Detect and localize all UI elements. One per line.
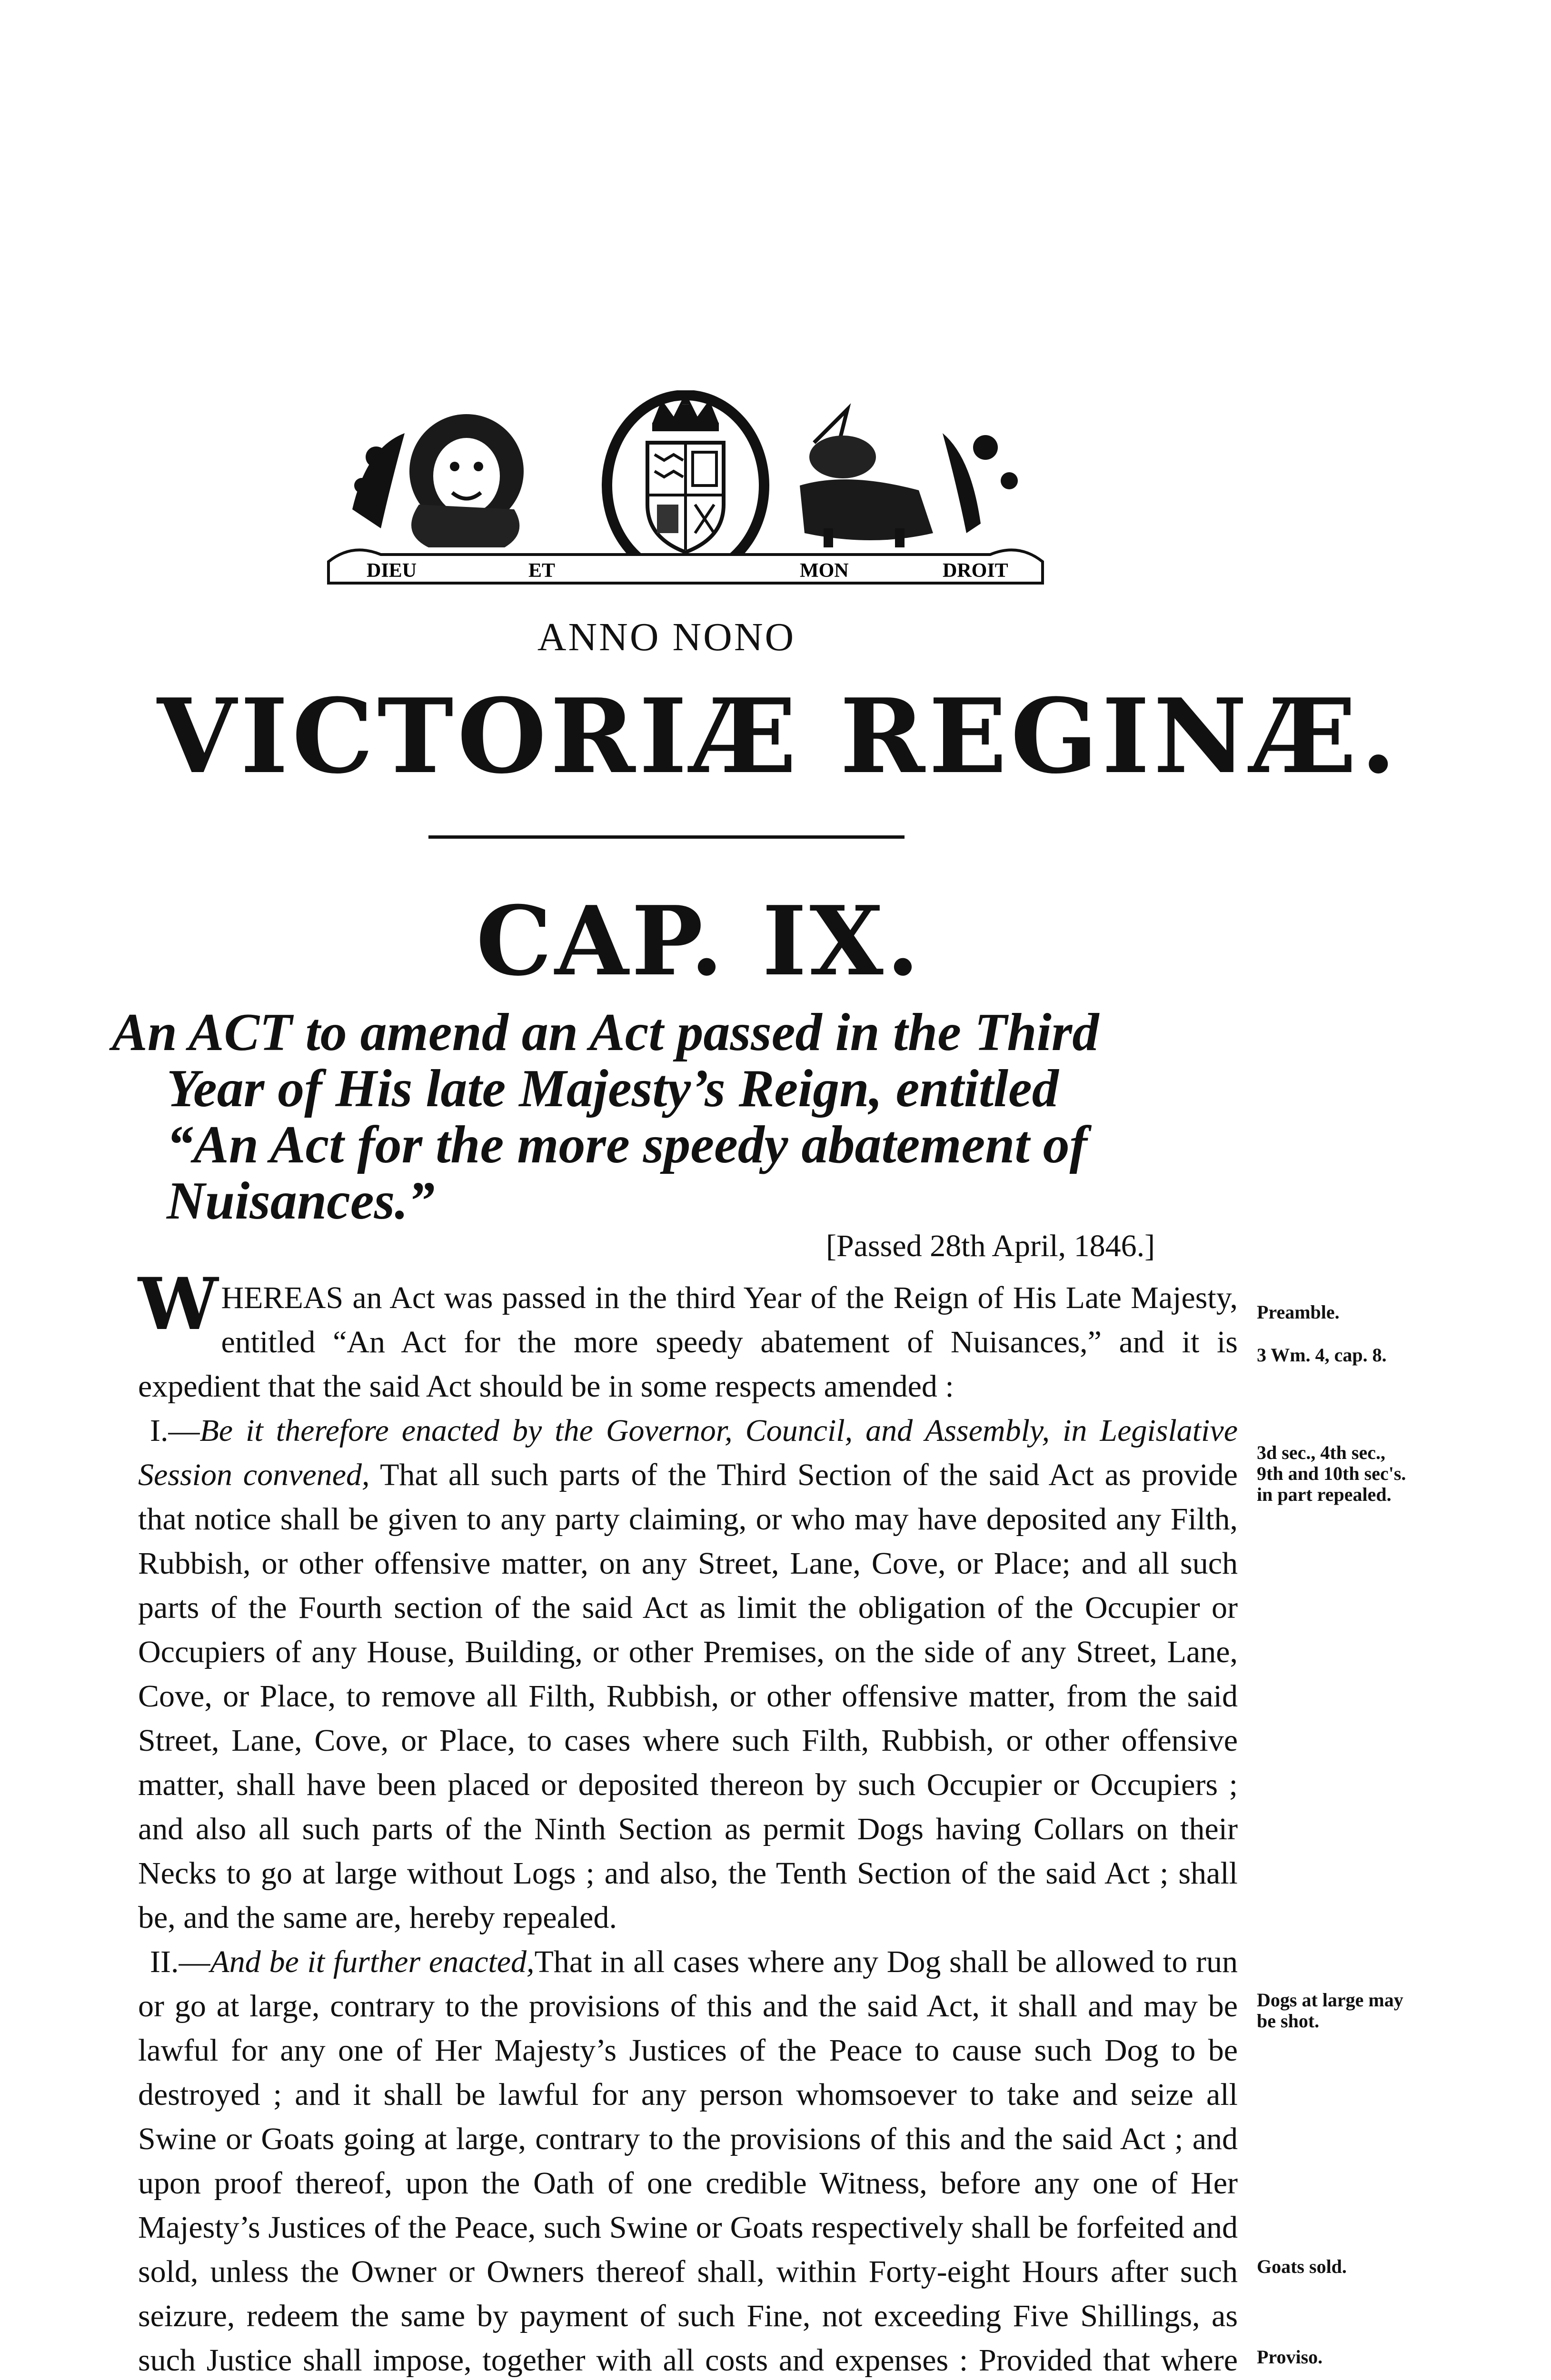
foliage-left [352, 433, 405, 528]
section-1 [138, 1408, 1238, 1940]
motto-mid: ET [528, 560, 556, 582]
section-1-number: I.— [150, 1413, 200, 1448]
chapter-number: CAP. IX. [476, 885, 923, 997]
section-2-text: That in all cases where any Dog shall be allowed to run or go at large, contrary to the provisions of this and the said Act, it shall and may be lawful for any one of Her Majesty’s Justices of the Peace to cause such Dog to be destroyed ; and it shall be lawful for any person whomsoever to take and seize all Swine or Goats going at large, contrary to the provisions of this and the said Act ; and upon proof thereof, upon the Oath of one credible Witness, before any one of Her Majesty’s Justices of the Peace, such Swine or Goats respectively shall be forfeited and sold, unless the Owner or Owners thereof shall, within Forty-eight Hours after such seizure, redeem the same by payment of such Fine, not exceeding Five Shillings, as such Justice shall impose, together with all costs and expenses : Provided that where [138, 1944, 1238, 2378]
section-1-text: That all such parts of the Third Section of the said Act as provide that notice shall be given to any party claiming, or who may have deposited any Filth, Rubbish, or other offensive matter, on any Street, Lane, Cove, or Place; and all such parts of the Fourth section of the said Act as limit the obligation of the Occupier or Occupiers of any House, Building, or other Premises, on the side of any Street, Lane, Cove, or Place, to remove all Filth, Rubbish, or other offensive matter, from the said Street, Lane, Cove, or Place, to cases where such Filth, Rubbish, or other offensive matter, shall have been placed or deposited thereon by such Occupier or Occupiers ; and also all such parts of the Ninth Section as permit Dogs having Collars on their Necks to go at large without Logs ; and also, the Tenth Section of the said Act ; shall be, and the same are, hereby repealed. [138, 1458, 1238, 1935]
motto-right: DROIT [943, 560, 1008, 582]
section-1-enacting-clause: Be it therefore enacted by the Governor, Council, and Assembly, in Legislative Session convened, [138, 1413, 1238, 1492]
margin-note-proviso: Proviso. [1257, 2346, 1323, 2368]
margin-note-repeal: 9th and 10th sec's. [1257, 1463, 1406, 1484]
margin-note-repeal: in part repealed. [1257, 1484, 1392, 1505]
title-divider [428, 835, 905, 839]
act-title [112, 1004, 1269, 1229]
margin-note-dogs: be shot. [1257, 2010, 1320, 2032]
margin-note-dogs: Dogs at large may [1257, 1989, 1403, 2011]
act-title-line: An ACT to amend an Act passed in the Third [112, 1003, 1099, 1062]
royal-coat-of-arms [324, 390, 1047, 590]
act-body [138, 1262, 1238, 2380]
act-title-line: Year of His late Majesty’s Reign, entitled [167, 1059, 1059, 1118]
margin-note-goats-sold: Goats sold. [1257, 2256, 1347, 2277]
preamble-text: HEREAS an Act was passed in the third Year of the Reign of His Late Majesty, entitled “An Act for the more speedy abatement of Nuisances,” and it is expedient that the said Act should be in some respects amended : [138, 1280, 1238, 1404]
margin-note-preamble: Preamble. [1257, 1301, 1340, 1323]
margin-note-act-reference: 3 Wm. 4, cap. 8. [1257, 1344, 1387, 1366]
section-2-enacting-clause: And be it further enacted, [210, 1944, 535, 1979]
act-title-line: “An Act for the more speedy abatement of [167, 1115, 1087, 1174]
regnal-title: VICTORIÆ REGINÆ. [157, 676, 1400, 796]
unicorn-supporter [800, 409, 933, 547]
act-title-line: Nuisances.” [167, 1171, 435, 1230]
motto-mid2: MON [800, 560, 849, 582]
motto-ribbon [328, 550, 1043, 583]
section-2-number: II.— [150, 1944, 210, 1979]
margin-note-repeal: 3d sec., 4th sec., [1257, 1442, 1385, 1463]
passed-date: [Passed 28th April, 1846.] [826, 1229, 1155, 1263]
motto-left: DIEU [367, 560, 417, 582]
anno-heading: ANNO NONO [537, 615, 796, 659]
drop-cap: W [138, 1262, 219, 1346]
section-2 [138, 1940, 1238, 2380]
preamble-paragraph [138, 1262, 1238, 1408]
foliage-right [943, 433, 1018, 533]
lion-supporter [409, 414, 524, 547]
